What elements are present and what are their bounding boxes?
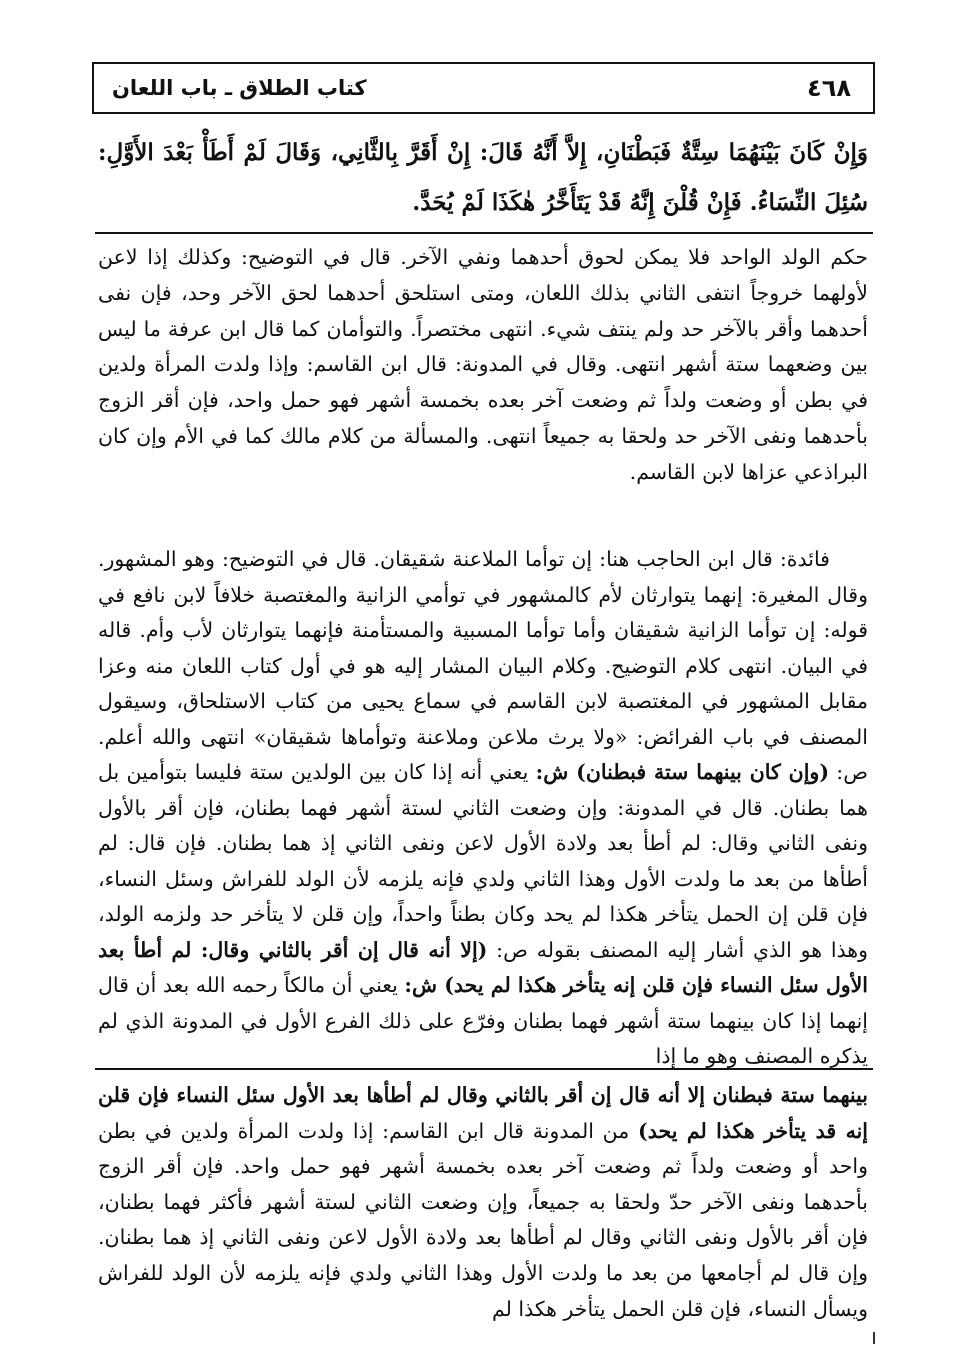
- page-header: [92, 62, 875, 114]
- matn-text-block: [98, 128, 868, 228]
- section-divider: [95, 232, 873, 234]
- commentary-block-2: [98, 542, 868, 1075]
- running-title: كتاب الطلاق ـ باب اللعان: [112, 76, 367, 100]
- commentary-text: فائدة: قال ابن الحاجب هنا: إن توأما الملاعنة شقيقان. قال في التوضيح: وهو المشهور. وقال المغيرة: إنهما يتوارثان لأم كالمشهور في توأمي الزانية والمغتصبة خلافاً لابن نافع في قوله: إن توأما الزانية شقيقان وأما توأما المسبية والمستأمنة فإنهما يتوارثان لأب وأم. قاله في البيان. انتهى كلام التوضيح. وكلام البيان المشار إليه هو في أول كتاب اللعان منه وعزا مقابل المشهور في المغتصبة لابن القاسم في سماع يحيى من كتاب الاستلحاق، وسيقول المصنف في باب الفرائض: «ولا يرث ملاعن وملاعنة وتوأماها شقيقان» انتهى والله أعلم. ص:: [98, 547, 868, 784]
- commentary-paragraph: [98, 1078, 868, 1327]
- commentary-paragraph: [98, 542, 868, 1075]
- quoted-matn: (وإن كان بينهما ستة فبطنان) ش:: [535, 760, 830, 784]
- page-number: ٤٦٨: [807, 74, 851, 102]
- commentary-text: من المدونة قال ابن القاسم: إذا ولدت المرأة ولدين في بطن واحد أو وضعت ولداً ثم وضعت آخر بعده بخمسة أشهر فهو حمل واحد. فإن أقر الزوج بأحدهما ونفى الآخر حدّ ولحقا به جميعاً، وإن وضعت الثاني لستة أشهر فأكثر فهما بطنان، فإن أقر بالأول ونفى الثاني وقال لم أطأها بعد ولادة الأول لاعن ونفى الثاني إذ هما بطنان. وإن قال لم أجامعها من بعد ما ولدت الأول وهذا الثاني ولدي فإنه يلزمه لأن الولد للفراش ويسأل النساء، فإن قلن الحمل يتأخر هكذا لم: [98, 1118, 868, 1321]
- section-divider: [95, 1068, 873, 1070]
- quoted-matn: بينهما ستة فبطنان إلا أنه قال إن أقر بالثاني وقال لم أطأها بعد الأول سئل النساء فإن قلن إنه قد يتأخر هكذا لم يحد): [98, 1083, 868, 1143]
- margin-mark: [873, 1332, 875, 1344]
- footnote-commentary-block: [98, 1078, 868, 1327]
- commentary-block-1: [98, 240, 868, 491]
- quoted-matn: (إلا أنه قال إن أقر بالثاني وقال: لم أطأ بعد الأول سئل النساء فإن قلن إنه يتأخر هكذا لم يحد) ش:: [98, 937, 868, 997]
- commentary-text: يعني أنه إذا كان بين الولدين ستة فليسا بتوأمين بل هما بطنان. قال في المدونة: وإن وضعت الثاني لستة أشهر فهما بطنان، فإن أقر بالأول ونفى الثاني وقال: لم أطأ بعد ولادة الأول لاعن ونفى الثاني إذ هما بطنان. فإن قال: لم أطأها من بعد ما ولدت الأول وهذا الثاني ولدي فإنه يلزمه لأن الولد للفراش وسئل النساء، فإن قلن إن الحمل يتأخر هكذا لم يحد وكان بطناً واحداً، وإن قلن لا يتأخر حد ولزمه الولد، وهذا هو الذي أشار إليه المصنف بقوله ص:: [98, 760, 869, 962]
- matn-paragraph: وَإِنْ كَانَ بَيْنَهُمَا سِتَّةٌ فَبَطْنَانِ، إِلاَّ أَنَّهُ قَالَ: إِنْ أَقَرَّ بِالثَّانِي، وَقَالَ لَمْ أَطَأْ بَعْدَ الأَوَّلِ: سُئِلَ النِّسَاءُ. فَإِنْ قُلْنَ إِنَّهُ قَدْ يَتَأَخَّرُ هٰكَذَا لَمْ يُحَدَّ.: [98, 139, 868, 216]
- commentary-text: يعني أن مالكاً رحمه الله بعد أن قال إنهما إذا كان بينهما ستة أشهر فهما بطنان وفرّع على ذلك الفرع الأول في المدونة الذي لم يذكره المصنف وهو ما إذا: [98, 973, 868, 1068]
- commentary-paragraph: حكم الولد الواحد فلا يمكن لحوق أحدهما ونفي الآخر. قال في التوضيح: وكذلك إذا لاعن لأولهما خروجاً انتفى الثاني بذلك اللعان، ومتى استلحق أحدهما لحق الآخر وحد، فإن نفى أحدهما وأقر بالآخر حد ولم ينتف شيء. انتهى مختصراً. والتوأمان كما قال ابن عرفة ما ليس بين وضعهما ستة أشهر انتهى. وقال في المدونة: قال ابن القاسم: وإذا ولدت المرأة ولدين في بطن أو وضعت ولداً ثم وضعت آخر بعده بخمسة أشهر فهو حمل واحد، فإن أقر الزوج بأحدهما ونفى الآخر حد ولحقا به جميعاً انتهى. والمسألة من كلام مالك كما في الأم وإن كان البراذعي عزاها لابن القاسم.: [98, 245, 868, 484]
